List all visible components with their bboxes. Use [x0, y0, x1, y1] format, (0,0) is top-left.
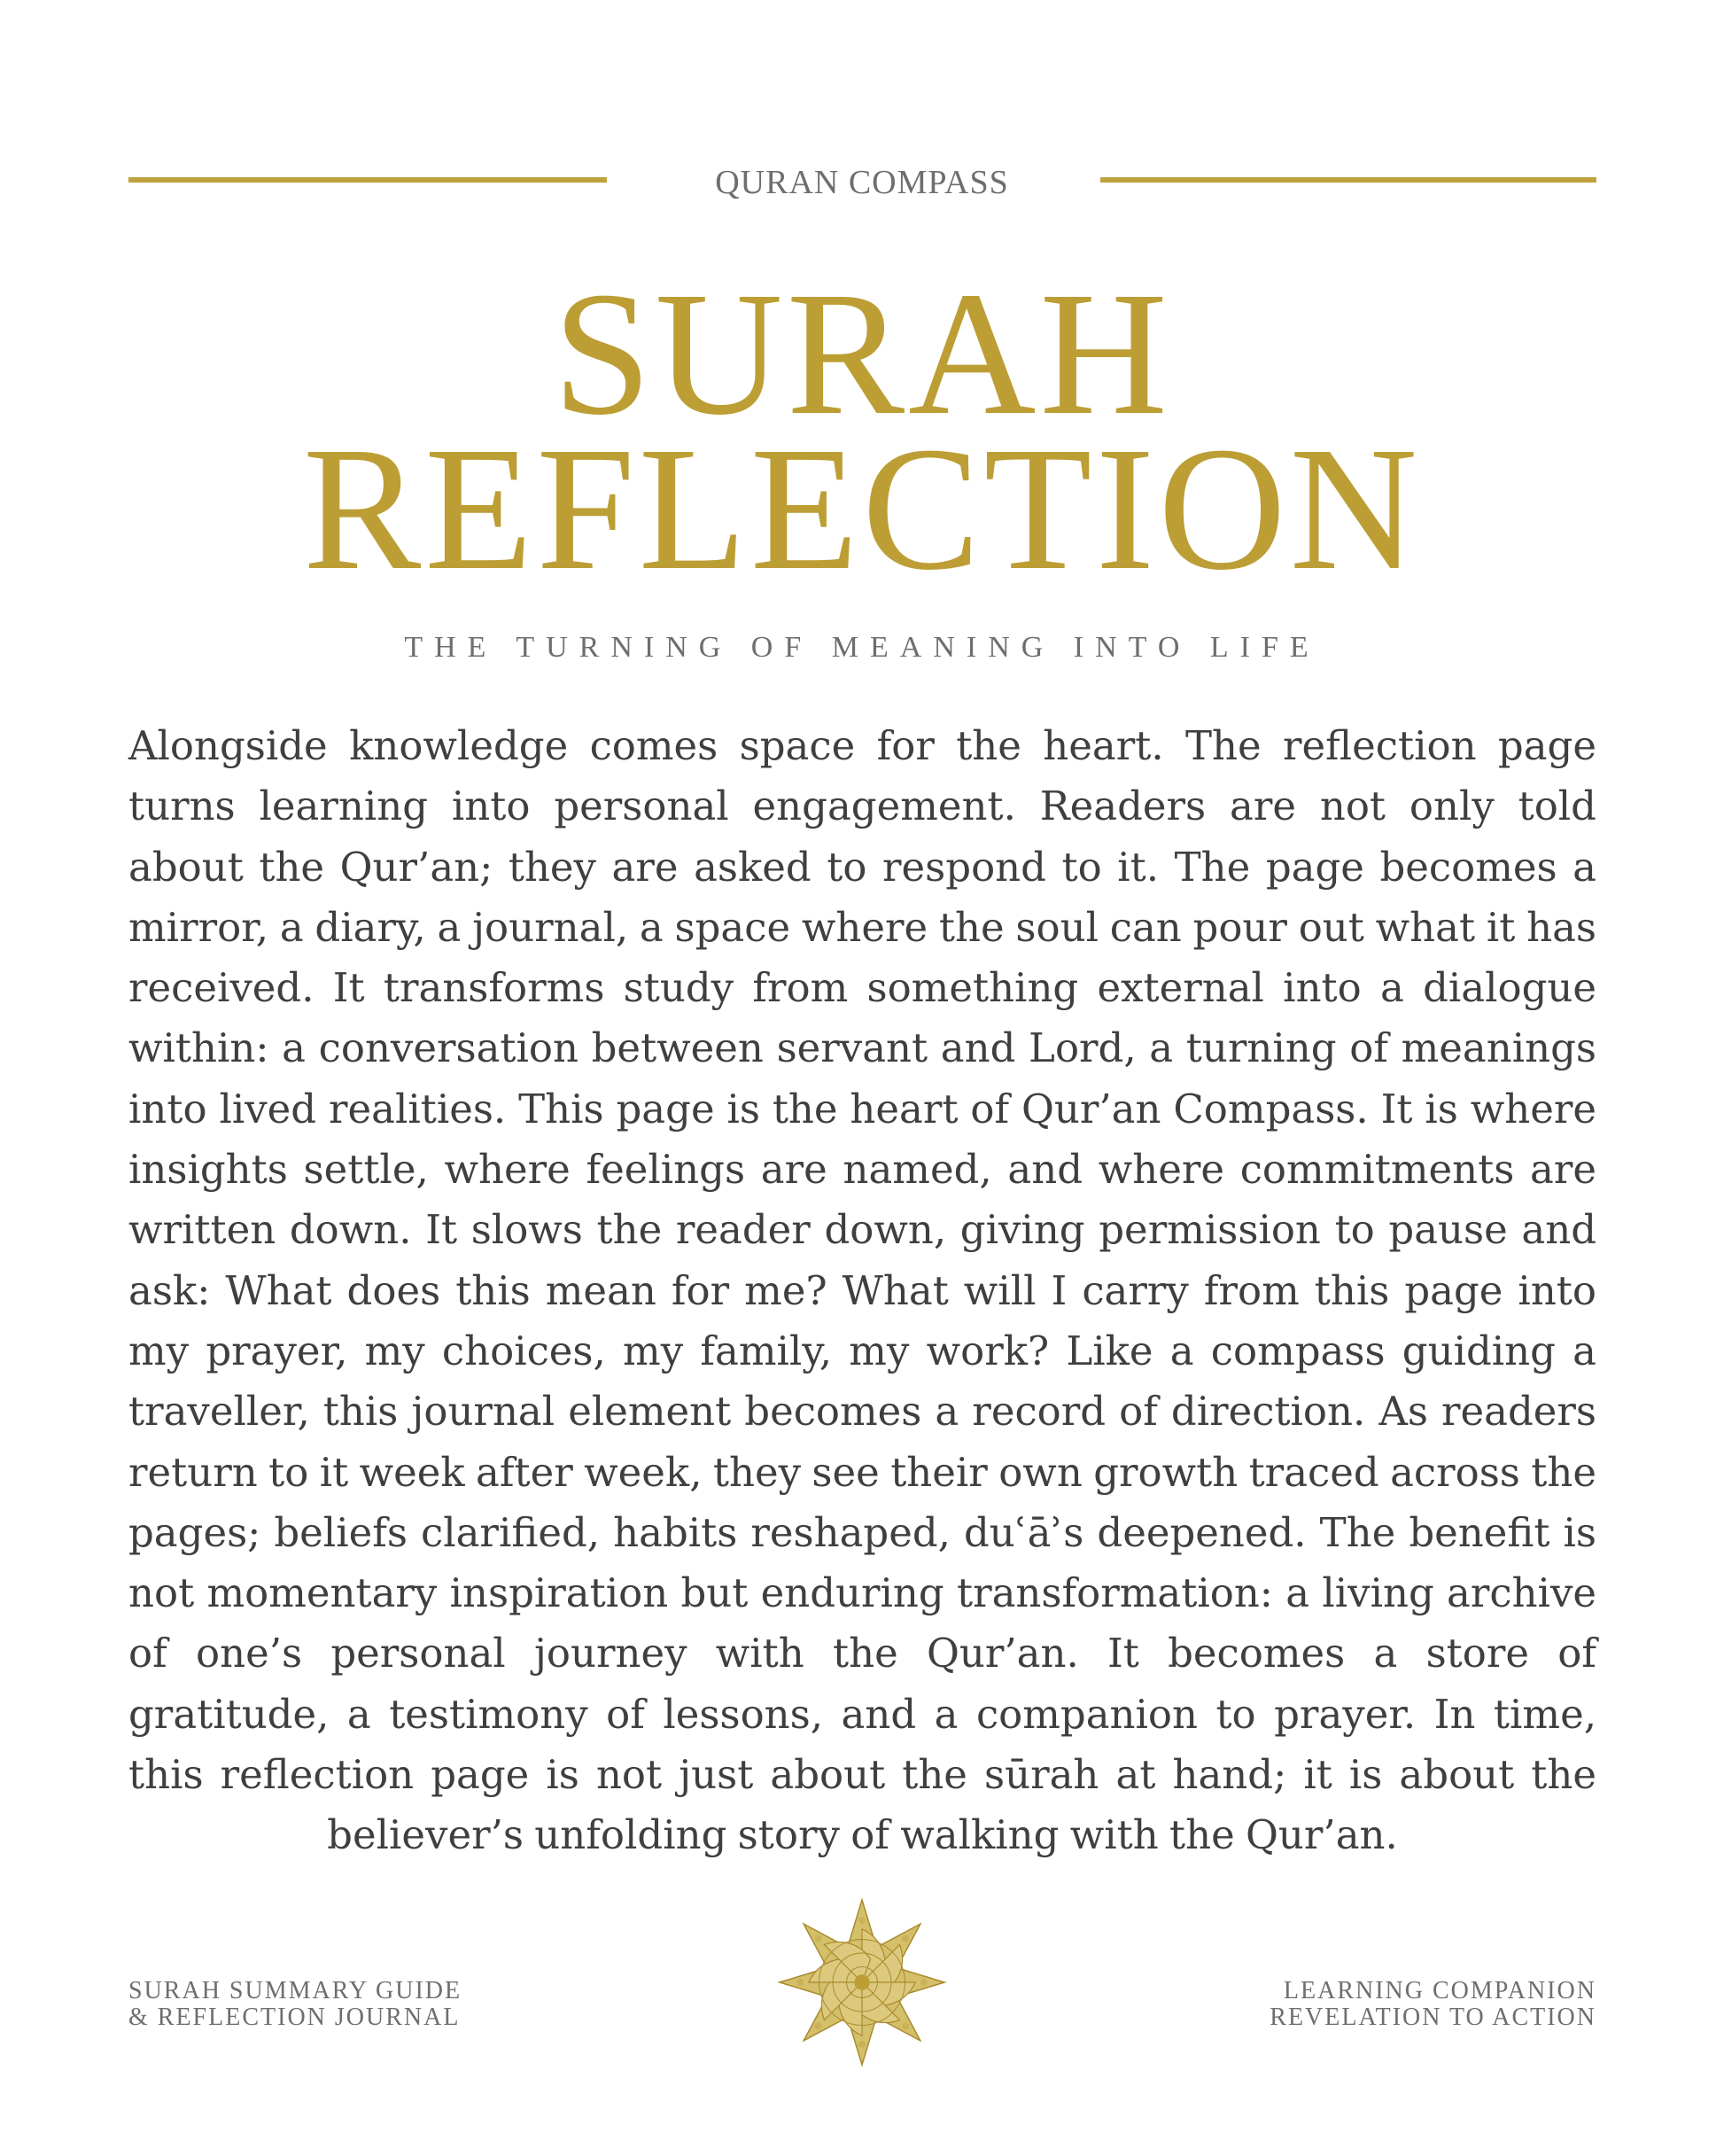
- octagram-rosette-icon: [776, 1896, 948, 2068]
- header-rule-right: [1100, 177, 1596, 183]
- footer-left-line-1: SURAH SUMMARY GUIDE: [128, 1977, 462, 2004]
- page-title-line-1: SURAH: [553, 256, 1171, 452]
- footer-right-line-1: LEARNING COMPANION: [1283, 1977, 1596, 2004]
- brand-name: QURAN COMPASS: [715, 164, 1009, 201]
- page-title-line-2: REFLECTION: [302, 411, 1422, 607]
- page-subtitle: THE TURNING OF MEANING INTO LIFE: [404, 631, 1320, 664]
- footer-left-line-2: & REFLECTION JOURNAL: [128, 2004, 461, 2031]
- footer-left: [128, 1978, 462, 2031]
- body-paragraph: Alongside knowledge comes space for the heart. The reflection page turns learning into personal engagement. Readers are not only told about the Qur’an; they are asked to respond to it. The page becomes a mirror, a diary, a journal, a space where the soul can pour out what it has received. It transforms study from something external into a dialogue within: a conversation between servant and Lord, a turning of meanings into lived realities. This page is the heart of Qur’an Compass. It is where insights settle, where feelings are named, and where commitments are written down. It slows the reader down, giving permission to pause and ask: What does this mean for me? What will I carry from this page into my prayer, my choices, my family, my work? Like a compass guiding a traveller, this journal element becomes a record of direction. As readers return to it week after week, they see their own growth traced across the pages; beliefs clarified, habits reshaped, duʿāʾs deepened. The benefit is not momentary inspiration but enduring transformation: a living archive of one’s personal journey with the Qur’an. It becomes a store of gratitude, a testimony of lessons, and a companion to prayer. In time, this reflection page is not just about the sūrah at hand; it is about the believer’s unfolding story of walking with the Qur’an.: [128, 722, 1596, 1859]
- footer-right-line-2: REVELATION TO ACTION: [1270, 2004, 1596, 2031]
- footer-right: [1270, 1978, 1596, 2031]
